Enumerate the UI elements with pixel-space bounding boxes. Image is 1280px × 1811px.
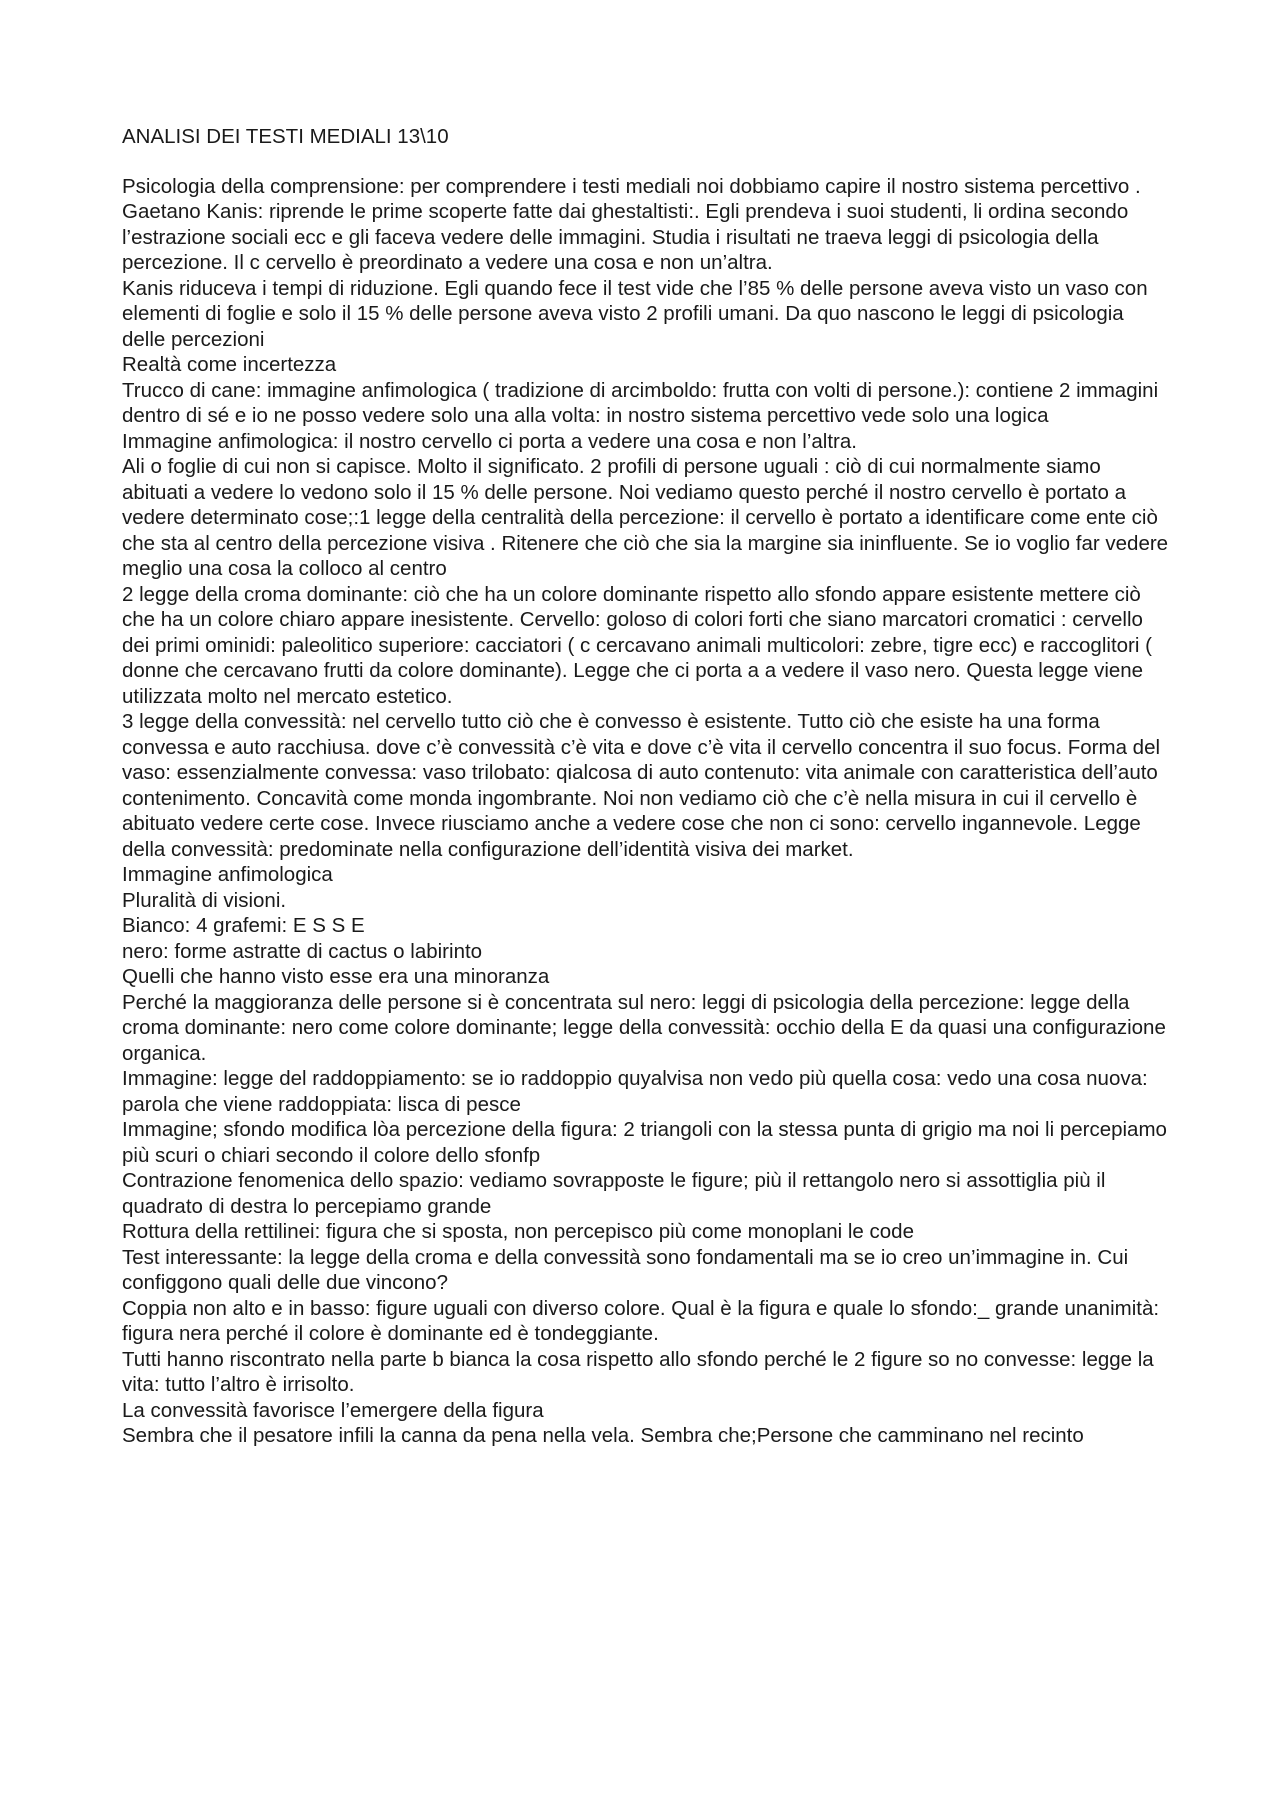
paragraph: Ali o foglie di cui non si capisce. Molto il significato. 2 profili di persone uguali : ciò di cui normalmente siamo abituati a vedere lo vedono solo il 15 % delle persone. Noi vediamo questo perché il nostro cervello è portato a vedere determinato cose;:1 legge della centralità della percezione: il cervello è portato a identificare come ente ciò che sta al centro della percezione visiva . Ritenere che ciò che sia la margine sia ininfluente. Se io voglio far vedere meglio una cosa la colloco al centro [122, 455, 1169, 580]
paragraph: Contrazione fenomenica dello spazio: vediamo sovrapposte le figure; più il rettangolo nero si assottiglia più il quadrato di destra lo percepiamo grande [122, 1169, 1106, 1218]
paragraph: 3 legge della convessità: nel cervello tutto ciò che è convesso è esistente. Tutto ciò che esiste ha una forma convessa e auto racchiusa. dove c’è convessità c’è vita e dove c’è vita il cervello concentra il suo focus. Forma del vaso: essenzialmente convessa: vaso trilobato: qialcosa di auto contenuto: vita animale con caratteristica dell’auto contenimento. Concavità come monda ingombrante. Noi non vediamo ciò che c’è nella misura in cui il cervello è abituato vedere certe cose. Invece riusciamo anche a vedere cose che non ci sono: cervello ingannevole. Legge della convessità: predominate nella configurazione dell’identità visiva dei market. [122, 710, 1161, 861]
paragraph: Pluralità di visioni. [122, 888, 287, 912]
paragraph: Quelli che hanno visto esse era una minoranza [122, 965, 550, 988]
document-body [122, 124, 1172, 1449]
paragraph: Immagine: legge del raddoppiamento: se io raddoppio quyalvisa non vedo più quella cosa: vedo una cosa nuova: parola che viene raddoppiata: lisca di pesce [122, 1067, 1148, 1116]
paragraph: Bianco: 4 grafemi: E S S E [122, 914, 365, 937]
paragraph: Coppia non alto e in basso: figure uguali con diverso colore. Qual è la figura e quale lo sfondo:_ grande unanimità: figura nera perché il colore è dominante ed è tondeggiante. [122, 1296, 1160, 1345]
paragraph: Gaetano Kanis: riprende le prime scoperte fatte dai ghestaltisti:. Egli prendeva i suoi studenti, li ordina secondo l’estrazione sociali ecc e gli faceva vedere delle immagini. Studia i risultati ne traeva leggi di psicologia della percezione. Il c cervello è preordinato a vedere una cosa e non un’altra. [122, 200, 1129, 274]
paragraph: Perché la maggioranza delle persone si è concentrata sul nero: leggi di psicologia della percezione: legge della croma dominante: nero come colore dominante; legge della convessità: occhio della E da quasi una configurazione organica. [122, 990, 1166, 1065]
paragraph: 2 legge della croma dominante: ciò che ha un colore dominante rispetto allo sfondo appare esistente mettere ciò che ha un colore chiaro appare inesistente. Cervello: goloso di colori forti che siano marcatori cromatici : cervello dei primi ominidi: paleolitico superiore: cacciatori ( c cercavano animali multicolori: zebre, tigre ecc) e raccoglitori ( donne che cercavano frutti da colore dominante). Legge che ci porta a a vedere il vaso nero. Questa legge viene utilizzata molto nel mercato estetico. [122, 582, 1152, 708]
paragraph: Immagine anfimologica: il nostro cervello ci porta a vedere una cosa e non l’altra. [122, 429, 857, 453]
paragraph: Kanis riduceva i tempi di riduzione. Egli quando fece il test vide che l’85 % delle persone aveva visto un vaso con elementi di foglie e solo il 15 % delle persone aveva visto 2 profili umani. Da quo nascono le leggi di psicologia delle percezioni [122, 276, 1148, 351]
paragraph-list [122, 174, 1172, 1449]
paragraph: La convessità favorisce l’emergere della figura [122, 1398, 544, 1422]
paragraph: Immagine anfimologica [122, 863, 333, 886]
paragraph: Realtà come incertezza [122, 353, 337, 376]
paragraph: Trucco di cane: immagine anfimologica ( tradizione di arcimboldo: frutta con volti di persone.): contiene 2 immagini dentro di sé e io ne posso vedere solo una alla volta: in nostro sistema percettivo vede solo una logica [122, 378, 1159, 427]
paragraph: nero: forme astratte di cactus o labirinto [122, 939, 483, 963]
paragraph: Test interessante: la legge della croma e della convessità sono fondamentali ma se io creo un’immagine in. Cui configgono quali delle due vincono? [122, 1245, 1129, 1294]
paragraph: Sembra che il pesatore infili la canna da pena nella vela. Sembra che;Persone che camminano nel recinto [122, 1424, 1084, 1447]
document-title: ANALISI DEI TESTI MEDIALI 13\10 [122, 125, 449, 148]
paragraph: Immagine; sfondo modifica lòa percezione della figura: 2 triangoli con la stessa punta di grigio ma noi li percepiamo più scuri o chiari secondo il colore dello sfonfp [122, 1118, 1167, 1167]
paragraph: Psicologia della comprensione: per comprendere i testi mediali noi dobbiamo capire il nostro sistema percettivo . [122, 174, 1141, 198]
paragraph: Rottura della rettilinei: figura che si sposta, non percepisco più come monoplani le code [122, 1220, 914, 1243]
paragraph: Tutti hanno riscontrato nella parte b bianca la cosa rispetto allo sfondo perché le 2 figure so no convesse: legge la vita: tutto l’altro è irrisolto. [122, 1347, 1154, 1396]
